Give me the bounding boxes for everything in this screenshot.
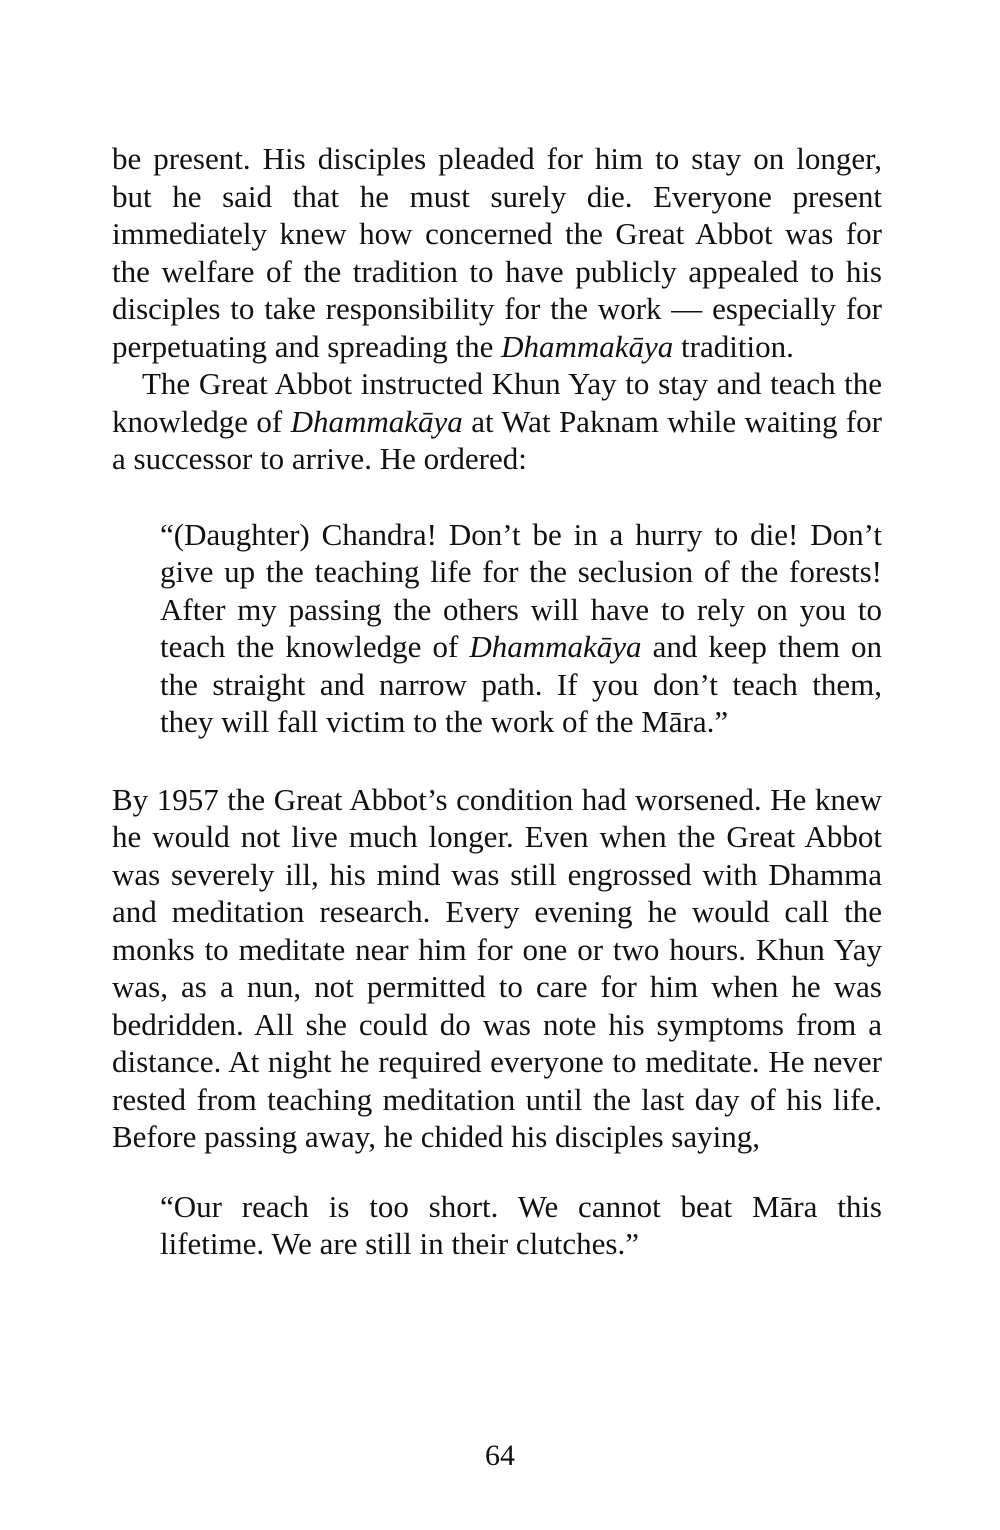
quote-text: “(Daughter) Chandra! Don’t be in a hurry to die! Don’t give up the teaching life for the seclusion of the forests! After my passing the others will have to rely on you to teach the knowledge of: [160, 516, 882, 664]
italic-term: Dhammakāya: [290, 403, 463, 439]
italic-term: Dhammakāya: [501, 328, 674, 364]
page-body: [112, 140, 882, 1263]
block-quote: “Our reach is too short. We cannot beat Māra this lifetime. We are still in their clutches.”: [160, 1188, 882, 1261]
spacer: [112, 1156, 882, 1188]
quote-text: and keep them on the straight and narrow path. If you don’t teach them, they will fall victim to the work of the Māra.”: [160, 629, 882, 739]
paragraph-text: tradition.: [673, 328, 794, 364]
body-paragraph: By 1957 the Great Abbot’s condition had worsened. He knew he would not live much longer. Even when the Great Abbot was severely ill, his mind was still engrossed with Dhamma and meditation research. Every evening he would call the monks to meditate near him for one or two hours. Khun Yay was, as a nun, not permitted to care for him when he was bedridden. All she could do was note his symptoms from a distance. At night he required everyone to meditate. He never rested from teaching meditation until the last day of his life. Before passing away, he chided his disciples saying,: [112, 781, 882, 1154]
spacer: [112, 478, 882, 516]
paragraph-text: The Great Abbot instructed Khun Yay to stay and teach the knowledge of: [112, 366, 882, 439]
paragraph-text: at Wat Paknam while waiting for a successor to arrive. He ordered:: [112, 403, 882, 476]
paragraph-text: be present. His disciples pleaded for him to stay on longer, but he said that he must surely die. Everyone present immediately knew how concerned the Great Abbot was for the welfare of the tradition to have publicly appealed to his disciples to take responsibility for the work — especially for perpetuating and spreading the: [112, 141, 882, 364]
spacer: [112, 741, 882, 781]
italic-term: Dhammakāya: [469, 629, 642, 664]
block-quote: [160, 516, 882, 741]
body-paragraph: [112, 140, 882, 365]
page-number: 64: [485, 1439, 515, 1472]
body-paragraph: [112, 365, 882, 478]
